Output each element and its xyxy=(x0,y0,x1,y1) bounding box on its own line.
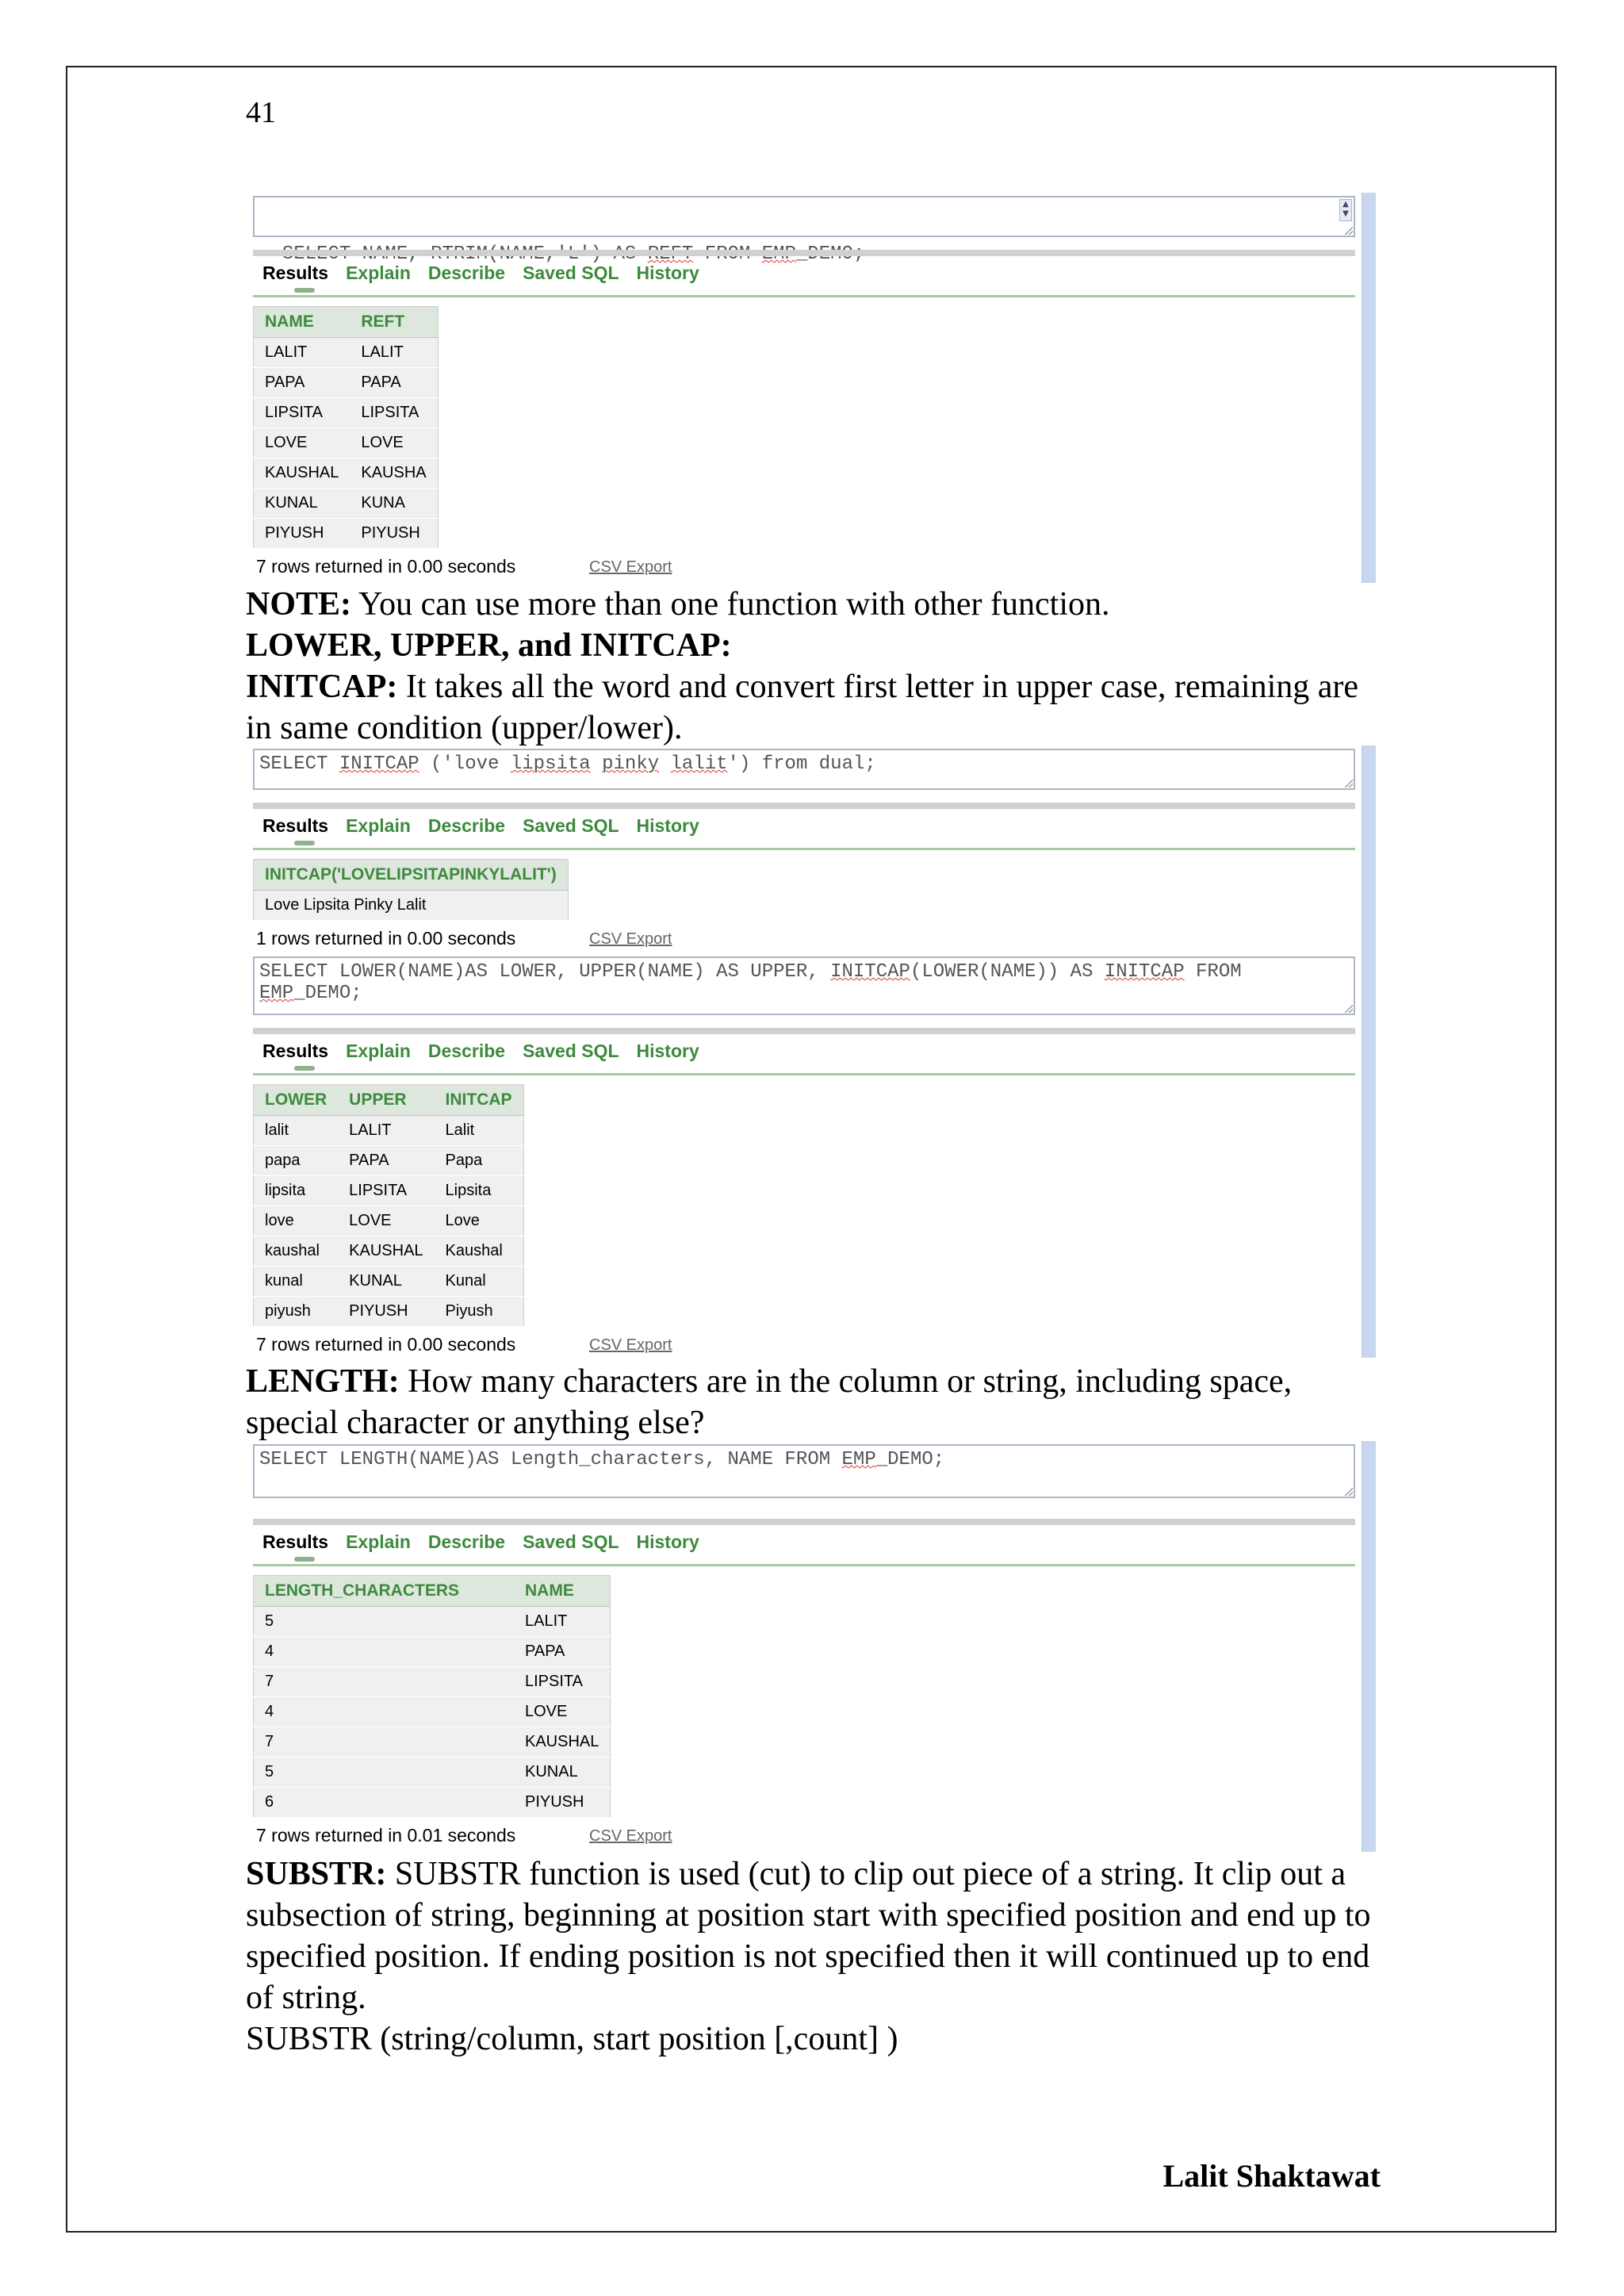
results-table xyxy=(253,306,439,549)
tab-describe[interactable]: Describe xyxy=(427,1531,506,1552)
sql-text: SELECT xyxy=(259,753,339,775)
rows-returned-summary: 7 rows returned in 0.00 seconds xyxy=(256,556,516,577)
resize-handle-icon[interactable] xyxy=(1345,1005,1353,1013)
heading-text: LOWER, UPPER, and INITCAP: xyxy=(246,627,732,664)
csv-export-link[interactable]: CSV Export xyxy=(589,1336,672,1354)
column-header[interactable]: INITCAP('LOVELIPSITAPINKYLALIT') xyxy=(254,860,569,891)
table-cell: KUNAL xyxy=(338,1267,434,1297)
table-cell: PAPA xyxy=(514,1637,611,1667)
sql-text xyxy=(659,753,670,775)
substr-label: SUBSTR: xyxy=(246,1856,387,1892)
sql-flagged-token: lalit xyxy=(670,753,728,775)
sql-flagged-token: pinky xyxy=(602,753,660,775)
table-row xyxy=(254,1206,524,1236)
table-row xyxy=(254,368,439,398)
table-cell: LOVE xyxy=(338,1206,434,1236)
table-cell: LIPSITA xyxy=(254,398,350,428)
results-table xyxy=(253,859,569,921)
table-row xyxy=(254,1267,524,1297)
result-tabs xyxy=(253,803,1355,850)
table-row xyxy=(254,1667,611,1697)
resize-handle-icon[interactable] xyxy=(1345,780,1353,788)
table-cell: 5 xyxy=(254,1607,515,1637)
table-cell: LIPSITA xyxy=(338,1176,434,1206)
table-row xyxy=(254,398,439,428)
length-paragraph xyxy=(246,1361,1388,1443)
table-cell: Piyush xyxy=(435,1297,524,1327)
sql-text: ('love xyxy=(419,753,511,775)
tab-explain[interactable]: Explain xyxy=(346,1041,411,1061)
results-table xyxy=(253,1575,611,1818)
tab-history[interactable]: History xyxy=(636,1041,699,1061)
sql-flagged-token: INITCAP xyxy=(339,753,419,775)
sql-workshop-panel-initcap xyxy=(250,746,1376,953)
table-header-row xyxy=(254,860,569,891)
sql-flagged-token: lipsita xyxy=(510,753,591,775)
initcap-text: It takes all the word and convert first letter in upper case, remaining are in same condition (upper/lower). xyxy=(246,669,1359,746)
table-cell: LALIT xyxy=(338,1116,434,1146)
table-cell: PAPA xyxy=(350,368,438,398)
column-header[interactable]: NAME xyxy=(514,1576,611,1607)
sql-text: _DEMO; xyxy=(293,983,362,1004)
note-label: NOTE: xyxy=(246,586,352,623)
table-cell: kunal xyxy=(254,1267,339,1297)
sql-editor[interactable] xyxy=(253,956,1355,1015)
table-cell: LIPSITA xyxy=(350,398,438,428)
table-cell: LOVE xyxy=(350,428,438,458)
table-row xyxy=(254,1697,611,1727)
sql-flagged-token: EMP xyxy=(259,983,294,1004)
table-cell: LOVE xyxy=(514,1697,611,1727)
table-cell: 4 xyxy=(254,1697,515,1727)
tab-saved-sql[interactable]: Saved SQL xyxy=(523,1041,619,1061)
sql-editor[interactable] xyxy=(253,1444,1355,1498)
table-cell: 4 xyxy=(254,1637,515,1667)
column-header[interactable]: INITCAP xyxy=(435,1085,524,1116)
table-cell: 7 xyxy=(254,1727,515,1757)
scrollbar[interactable] xyxy=(1362,746,1376,1358)
table-cell: lipsita xyxy=(254,1176,339,1206)
tab-results[interactable]: Results xyxy=(262,815,329,836)
sql-text: _DEMO; xyxy=(875,1449,945,1470)
sql-text: ') from dual; xyxy=(727,753,876,775)
sql-text xyxy=(591,753,602,775)
table-cell: LALIT xyxy=(254,338,350,368)
table-cell: lalit xyxy=(254,1116,339,1146)
table-cell: Lipsita xyxy=(435,1176,524,1206)
tab-saved-sql[interactable]: Saved SQL xyxy=(523,263,619,283)
tab-results[interactable]: Results xyxy=(262,1041,329,1061)
section-heading-lower-upper-initcap xyxy=(246,625,1388,666)
column-header[interactable]: LENGTH_CHARACTERS xyxy=(254,1576,515,1607)
table-cell: Love Lipsita Pinky Lalit xyxy=(254,891,569,921)
csv-export-link[interactable]: CSV Export xyxy=(589,558,672,576)
table-cell: LIPSITA xyxy=(514,1667,611,1697)
table-row xyxy=(254,1788,611,1818)
table-row xyxy=(254,1176,524,1206)
tab-history[interactable]: History xyxy=(636,263,699,283)
resize-handle-icon[interactable] xyxy=(1345,227,1353,235)
table-cell: 5 xyxy=(254,1757,515,1788)
substr-text: SUBSTR function is used (cut) to clip out piece of a string. It clip out a subsection of string, beginning at position start with specified position and end up to specified position. If ending position is not specified then it will continued up to end of string. xyxy=(246,1856,1371,2016)
table-cell: PIYUSH xyxy=(350,519,438,549)
rows-returned-summary: 7 rows returned in 0.01 seconds xyxy=(256,1825,516,1846)
table-row xyxy=(254,1727,611,1757)
table-cell: KUNAL xyxy=(514,1757,611,1788)
sql-text: SELECT LOWER(NAME)AS LOWER, UPPER(NAME) AS UPPER, xyxy=(259,961,831,983)
sql-text: SELECT LENGTH(NAME)AS Length_characters, NAME FROM xyxy=(259,1449,842,1470)
table-cell: PIYUSH xyxy=(514,1788,611,1818)
csv-export-link[interactable]: CSV Export xyxy=(589,1827,672,1845)
result-tabs xyxy=(253,250,1355,297)
result-tabs xyxy=(253,1028,1355,1075)
table-row xyxy=(254,489,439,519)
sql-workshop-panel-length xyxy=(250,1441,1376,1852)
table-cell: LOVE xyxy=(254,428,350,458)
table-cell: piyush xyxy=(254,1297,339,1327)
scrollbar[interactable] xyxy=(1362,193,1376,583)
sql-flagged-token: INITCAP xyxy=(830,961,910,983)
table-row xyxy=(254,1297,524,1327)
tab-results[interactable]: Results xyxy=(262,263,329,283)
tab-describe[interactable]: Describe xyxy=(427,815,506,836)
initcap-label: INITCAP: xyxy=(246,669,398,705)
table-cell: love xyxy=(254,1206,339,1236)
sql-editor[interactable] xyxy=(253,196,1355,237)
table-cell: Kaushal xyxy=(435,1236,524,1267)
scrollbar[interactable] xyxy=(1362,1441,1376,1852)
spinner-icon[interactable]: ▲ ▼ xyxy=(1339,199,1352,221)
tab-saved-sql[interactable]: Saved SQL xyxy=(523,1531,619,1552)
table-cell: KAUSHAL xyxy=(338,1236,434,1267)
table-row xyxy=(254,1146,524,1176)
initcap-paragraph xyxy=(246,666,1388,749)
table-cell: PIYUSH xyxy=(338,1297,434,1327)
result-tabs xyxy=(253,1519,1355,1566)
table-row xyxy=(254,891,569,921)
table-row xyxy=(254,1607,611,1637)
rows-returned-summary: 1 rows returned in 0.00 seconds xyxy=(256,928,516,949)
table-header-row xyxy=(254,307,439,338)
sql-text: (LOWER(NAME)) AS xyxy=(910,961,1105,983)
table-row xyxy=(254,1236,524,1267)
table-cell: PAPA xyxy=(254,368,350,398)
tab-explain[interactable]: Explain xyxy=(346,263,411,283)
substr-paragraph xyxy=(246,1853,1388,2018)
table-cell: KAUSHAL xyxy=(254,458,350,489)
table-cell: KUNA xyxy=(350,489,438,519)
sql-editor[interactable] xyxy=(253,749,1355,790)
sql-workshop-panel-lower-upper xyxy=(250,953,1376,1358)
table-cell: Lalit xyxy=(435,1116,524,1146)
tab-explain[interactable]: Explain xyxy=(346,1531,411,1552)
table-cell: LALIT xyxy=(350,338,438,368)
sql-text: FROM xyxy=(1196,961,1242,983)
column-header[interactable]: UPPER xyxy=(338,1085,434,1116)
results-table xyxy=(253,1084,524,1327)
table-cell: PIYUSH xyxy=(254,519,350,549)
table-header-row xyxy=(254,1576,611,1607)
column-header[interactable]: REFT xyxy=(350,307,438,338)
tab-describe[interactable]: Describe xyxy=(427,1041,506,1061)
column-header[interactable]: LOWER xyxy=(254,1085,339,1116)
rows-returned-summary: 7 rows returned in 0.00 seconds xyxy=(256,1334,516,1355)
table-row xyxy=(254,1116,524,1146)
csv-export-link[interactable]: CSV Export xyxy=(589,930,672,948)
table-cell: Kunal xyxy=(435,1267,524,1297)
table-row xyxy=(254,338,439,368)
table-row xyxy=(254,519,439,549)
table-cell: PAPA xyxy=(338,1146,434,1176)
table-cell: KAUSHAL xyxy=(514,1727,611,1757)
length-label: LENGTH: xyxy=(246,1363,400,1400)
table-header-row xyxy=(254,1085,524,1116)
table-cell: papa xyxy=(254,1146,339,1176)
sql-workshop-panel-rtrim xyxy=(250,193,1376,583)
table-cell: 7 xyxy=(254,1667,515,1697)
table-cell: KAUSHA xyxy=(350,458,438,489)
tab-describe[interactable]: Describe xyxy=(427,263,506,283)
sql-flagged-token: EMP xyxy=(841,1449,876,1470)
substr-syntax: SUBSTR (string/column, start position [,count] ) xyxy=(246,2021,898,2057)
length-text: How many characters are in the column or string, including space, special character or anything else? xyxy=(246,1363,1293,1441)
table-cell: kaushal xyxy=(254,1236,339,1267)
note-paragraph xyxy=(246,584,1388,625)
tab-explain[interactable]: Explain xyxy=(346,815,411,836)
table-row xyxy=(254,428,439,458)
table-row xyxy=(254,458,439,489)
tab-saved-sql[interactable]: Saved SQL xyxy=(523,815,619,836)
tab-history[interactable]: History xyxy=(636,815,699,836)
table-cell: KUNAL xyxy=(254,489,350,519)
sql-flagged-token: INITCAP xyxy=(1104,961,1185,983)
table-cell: 6 xyxy=(254,1788,515,1818)
table-cell: Papa xyxy=(435,1146,524,1176)
note-text: You can use more than one function with other function. xyxy=(351,586,1110,623)
tab-history[interactable]: History xyxy=(636,1531,699,1552)
column-header[interactable]: NAME xyxy=(254,307,350,338)
table-cell: Love xyxy=(435,1206,524,1236)
tab-results[interactable]: Results xyxy=(262,1531,329,1552)
table-row xyxy=(254,1757,611,1788)
page-number: 41 xyxy=(246,96,276,129)
resize-handle-icon[interactable] xyxy=(1345,1488,1353,1496)
footer-author: Lalit Shaktawat xyxy=(1162,2158,1381,2194)
table-row xyxy=(254,1637,611,1667)
table-cell: LALIT xyxy=(514,1607,611,1637)
